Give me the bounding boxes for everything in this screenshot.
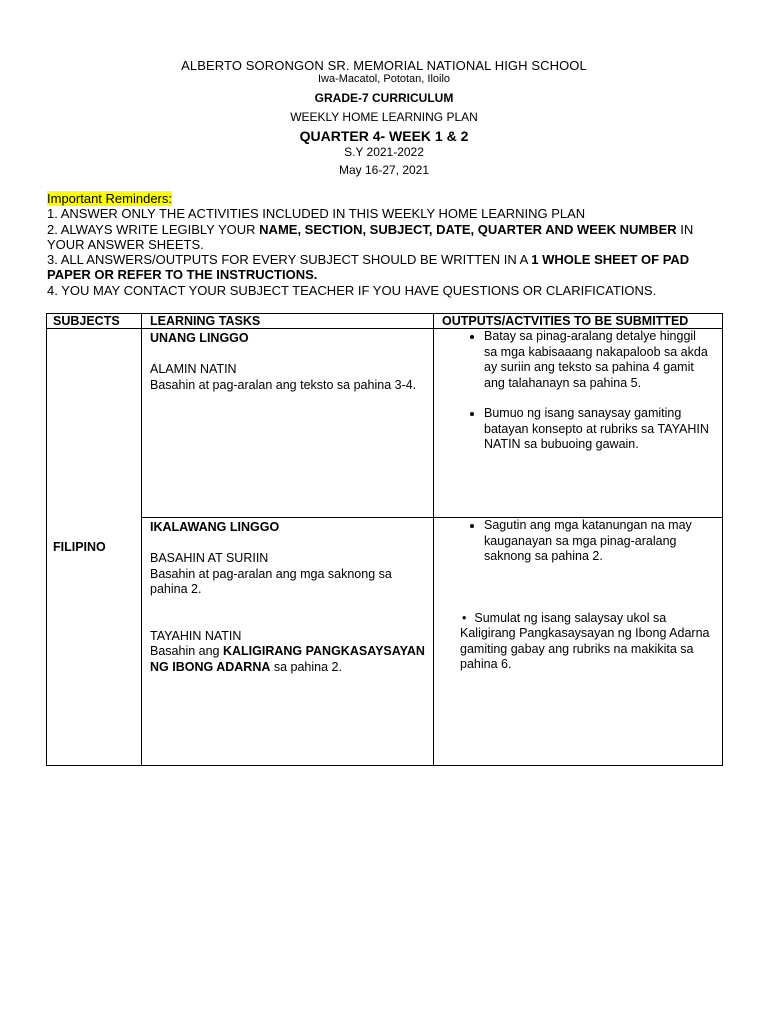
table-header-row <box>47 314 723 329</box>
grade-curriculum: GRADE-7 CURRICULUM <box>314 91 454 105</box>
week1-outputs <box>434 329 723 518</box>
week2-title: IKALAWANG LINGGO <box>150 520 280 534</box>
header-subjects: SUBJECTS <box>47 314 142 329</box>
week1-task: Basahin at pag-aralan ang teksto sa pahina 3-4. <box>150 377 417 392</box>
reminders-section <box>47 191 727 298</box>
week1-section: ALAMIN NATIN <box>150 362 237 376</box>
table-row <box>47 329 723 518</box>
week2-outputs <box>434 518 723 766</box>
week1-output-1: • Batay sa pinag-aralang detalye hinggil sa mga kabisaaang nakapaloob sa akda ay suriin ang teksto sa pahina 4 gamit ang talahanayn sa pahina 5. <box>484 329 710 391</box>
week1-output-2: • Bumuo ng isang sanaysay gamiting batayan konsepto at rubriks sa TAYAHIN NATIN sa bubuoing gawain. <box>484 406 710 453</box>
week1-tasks <box>142 329 434 518</box>
reminder-3: 3. ALL ANSWERS/OUTPUTS FOR EVERY SUBJECT SHOULD BE WRITTEN IN A 1 WHOLE SHEET OF PAD PAPER OR REFER TO THE INSTRUCTIONS. <box>47 252 690 283</box>
week2-task-2: Basahin ang KALIGIRANG PANGKASAYSAYAN NG IBONG ADARNA sa pahina 2. <box>150 644 425 674</box>
reminder-4: 4. YOU MAY CONTACT YOUR SUBJECT TEACHER IF YOU HAVE QUESTIONS OR CLARIFICATIONS. <box>47 282 657 298</box>
quarter-week: QUARTER 4- WEEK 1 & 2 <box>299 128 469 144</box>
week2-output-1: • Sagutin ang mga katanungan na may kauganayan sa mga pinag-aralang saknong sa pahina 2. <box>484 518 710 565</box>
school-name: ALBERTO SORONGON SR. MEMORIAL NATIONAL HIGH SCHOOL <box>181 58 587 73</box>
header-learning-tasks: LEARNING TASKS <box>142 314 434 329</box>
reminder-1: 1. ANSWER ONLY THE ACTIVITIES INCLUDED IN THIS WEEKLY HOME LEARNING PLAN <box>47 206 586 222</box>
plan-title: WEEKLY HOME LEARNING PLAN <box>290 110 478 124</box>
week2-task-1: Basahin at pag-aralan ang mga saknong sa pahina 2. <box>150 566 392 596</box>
week2-section-2: TAYAHIN NATIN <box>150 628 242 643</box>
learning-plan-table <box>46 313 723 766</box>
table-row <box>47 518 723 766</box>
subject-filipino: FILIPINO <box>47 329 142 766</box>
reminder-2: 2. ALWAYS WRITE LEGIBLY YOUR NAME, SECTION, SUBJECT, DATE, QUARTER AND WEEK NUMBER IN YOUR ANSWER SHEETS. <box>47 221 694 252</box>
week1-title: UNANG LINGGO <box>150 331 249 345</box>
date-range: May 16-27, 2021 <box>338 163 430 177</box>
reminders-title: Important Reminders: <box>47 191 172 206</box>
week2-tasks <box>142 518 434 766</box>
school-year: S.Y 2021-2022 <box>344 145 424 159</box>
week2-output-2: • Sumulat ng isang salaysay ukol sa Kaligirang Pangkasaysayan ng Ibong Adarna gamiting gabay ang rubriks na makikita sa pahina 6. <box>460 610 710 671</box>
bullet-icon: • <box>462 610 467 625</box>
school-address: Iwa-Macatol, Pototan, Iloilo <box>317 73 451 85</box>
header-outputs: OUTPUTS/ACTVITIES TO BE SUBMITTED <box>434 314 723 329</box>
week2-section-1: BASAHIN AT SURIIN <box>150 551 269 565</box>
